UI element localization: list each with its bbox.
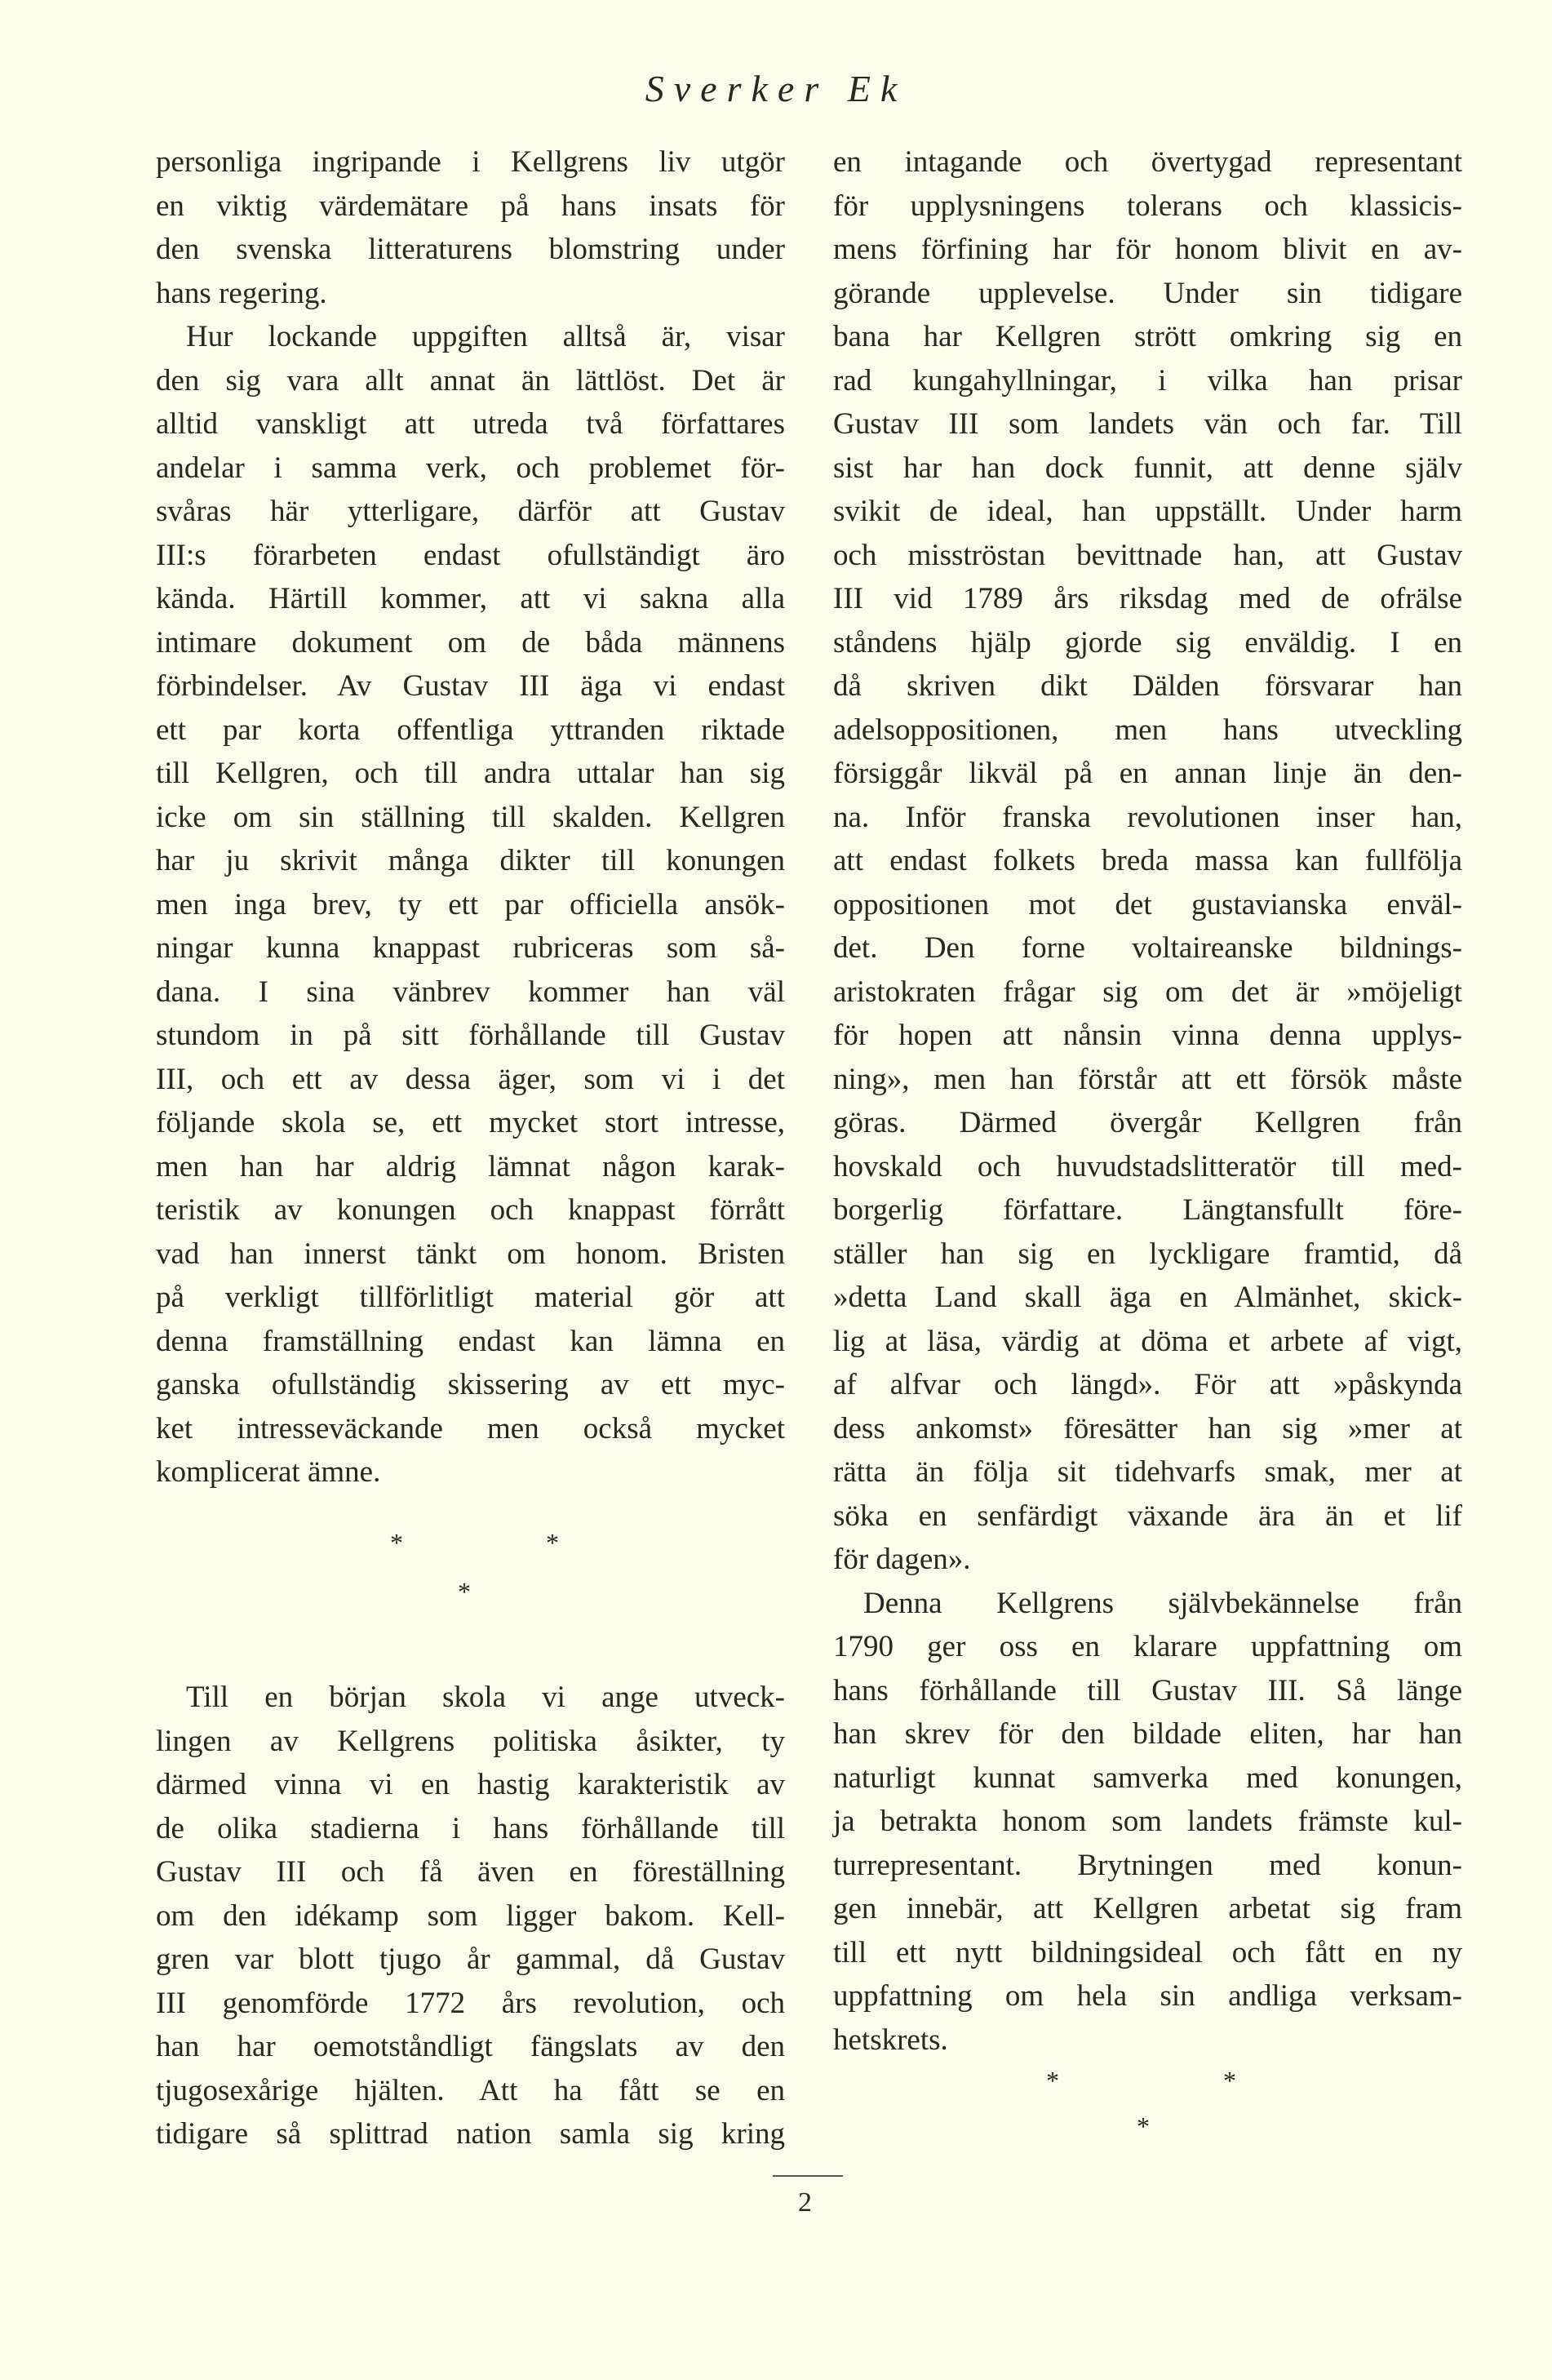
text-line: borgerlig författare. Längtansfullt före- xyxy=(833,1193,1462,1227)
text-line: på verkligt tillförlitligt material gör att xyxy=(156,1281,785,1314)
asterism-star: * xyxy=(1223,2066,1236,2095)
text-line: hans förhållande till Gustav III. Så länge xyxy=(833,1673,1462,1707)
text-line: en intagande och övertygad representant xyxy=(833,145,1462,179)
text-line: till ett nytt bildningsideal och fått en ny xyxy=(833,1935,1462,1969)
asterism-star: * xyxy=(1137,2111,1150,2141)
text-line: III genomförde 1772 års revolution, och xyxy=(156,1986,785,2020)
text-line: »detta Land skall äga en Almänhet, skick- xyxy=(833,1281,1462,1314)
text-line: för hopen att nånsin vinna denna upplys- xyxy=(833,1019,1462,1052)
text-line: då skriven dikt Dälden försvarar han xyxy=(833,669,1462,703)
text-line: Denna Kellgrens självbekännelse från xyxy=(863,1586,1462,1620)
running-header-author: Sverker Ek xyxy=(645,68,907,109)
text-line: gen innebär, att Kellgren arbetat sig fram xyxy=(833,1892,1462,1925)
text-line: III, och ett av dessa äger, som vi i det xyxy=(156,1062,785,1096)
text-line: kända. Härtill kommer, att vi sakna alla xyxy=(156,582,785,615)
text-line: dana. I sina vänbrev kommer han väl xyxy=(156,975,785,1009)
text-line: Till en början skola vi ange utveck- xyxy=(186,1681,785,1714)
text-line: och misströstan bevittnade han, att Gustav xyxy=(833,538,1462,572)
text-line: om den idékamp som ligger bakom. Kell- xyxy=(156,1898,785,1933)
text-line: den sig vara allt annat än lättlöst. Det är xyxy=(156,363,785,397)
paragraph xyxy=(156,140,785,315)
text-line: lingen av Kellgrens politiska åsikter, ty xyxy=(156,1724,785,1758)
text-line: gren var blott tjugo år gammal, då Gustav xyxy=(156,1943,785,1976)
text-line: göras. Därmed övergår Kellgren från xyxy=(833,1106,1462,1139)
paragraph xyxy=(833,1582,1462,2063)
left-column-after-break xyxy=(156,1676,785,2156)
text-line: rätta än följa sit tidehvarfs smak, mer at xyxy=(833,1455,1462,1489)
text-line: ganska ofullständig skissering av ett myc- xyxy=(156,1368,785,1401)
text-line: men han har aldrig lämnat någon karak- xyxy=(156,1149,785,1183)
asterism-star: * xyxy=(546,1528,559,1557)
text-line: rad kungahyllningar, i vilka han prisar xyxy=(833,363,1462,397)
text-line: mens förfining har för honom blivit en av- xyxy=(833,233,1462,266)
text-line: Gustav III som landets vän och far. Till xyxy=(833,407,1462,441)
text-line: han har oemotståndligt fängslats av den xyxy=(156,2030,785,2063)
text-line: svikit de ideal, han uppställt. Under harm xyxy=(833,495,1462,528)
text-line: icke om sin ställning till skalden. Kellgren xyxy=(156,800,785,834)
text-line: aristokraten frågar sig om det är »möjeligt xyxy=(833,975,1462,1009)
text-line: Gustav III och få även en föreställning xyxy=(156,1855,785,1889)
text-line: 1790 ger oss en klarare uppfattning om xyxy=(833,1630,1462,1663)
text-line: för dagen». xyxy=(833,1543,971,1576)
asterism-star: * xyxy=(1046,2066,1059,2095)
text-line: lig at läsa, värdig at döma et arbete af vigt, xyxy=(833,1324,1462,1358)
text-line: intimare dokument om de båda männens xyxy=(156,625,785,659)
text-line: följande skola se, ett mycket stort intresse, xyxy=(156,1106,785,1139)
text-line: sist har han dock funnit, att denne själv xyxy=(833,451,1462,485)
text-line: stundom in på sitt förhållande till Gustav xyxy=(156,1019,785,1052)
text-line: tidigare så splittrad nation samla sig kring xyxy=(156,2117,785,2151)
text-line: na. Inför franska revolutionen inser han, xyxy=(833,800,1462,834)
left-column xyxy=(156,140,785,1494)
text-line: III:s förarbeten endast ofullständigt äro xyxy=(156,538,785,572)
text-line: ningar kunna knappast rubriceras som så- xyxy=(156,931,785,965)
page-number-rule xyxy=(773,2175,843,2177)
text-line: uppfattning om hela sin andliga verksam- xyxy=(833,1979,1462,2013)
text-line: hovskald och huvudstadslitteratör till med- xyxy=(833,1149,1462,1183)
asterism-star: * xyxy=(458,1577,471,1606)
text-line: Hur lockande uppgiften alltså är, visar xyxy=(186,320,785,353)
paragraph xyxy=(156,1676,785,2156)
text-line: hetskrets. xyxy=(833,2023,948,2057)
paragraph xyxy=(833,140,1462,1582)
text-line: adelsoppositionen, men hans utveckling xyxy=(833,713,1462,747)
text-line: ståndens hjälp gjorde sig enväldig. I en xyxy=(833,625,1462,659)
text-line: alltid vanskligt att utreda två författares xyxy=(156,407,785,441)
text-line: den svenska litteraturens blomstring under xyxy=(156,233,785,266)
right-column xyxy=(833,140,1462,2062)
text-line: af alfvar och längd». För att »påskynda xyxy=(833,1368,1462,1401)
text-line: görande upplevelse. Under sin tidigare xyxy=(833,276,1462,310)
text-line: han skrev för den bildade eliten, har han xyxy=(833,1717,1462,1751)
text-line: svåras här ytterligare, därför att Gustav xyxy=(156,495,785,528)
text-line: andelar i samma verk, och problemet för- xyxy=(156,451,785,485)
text-line: naturligt kunnat samverka med konungen, xyxy=(833,1761,1462,1795)
text-line: därmed vinna vi en hastig karakteristik av xyxy=(156,1768,785,1801)
text-line: det. Den forne voltaireanske bildnings- xyxy=(833,931,1462,965)
page-number: 2 xyxy=(798,2187,812,2218)
text-line: en viktig värdemätare på hans insats för xyxy=(156,189,785,223)
text-line: att endast folkets breda massa kan fullfölja xyxy=(833,844,1462,877)
text-line: teristik av konungen och knappast förrått xyxy=(156,1193,785,1227)
paragraph xyxy=(156,315,785,1494)
text-line: har ju skrivit många dikter till konungen xyxy=(156,844,785,877)
text-line: turrepresentant. Brytningen med konun- xyxy=(833,1848,1462,1882)
text-line: denna framställning endast kan lämna en xyxy=(156,1324,785,1358)
text-line: ja betrakta honom som landets främste kul- xyxy=(833,1805,1462,1838)
text-line: tjugosexårige hjälten. Att ha fått se en xyxy=(156,2073,785,2107)
text-line: oppositionen mot det gustavianska enväl- xyxy=(833,887,1462,921)
text-line: ett par korta offentliga yttranden riktade xyxy=(156,713,785,747)
text-line: hans regering. xyxy=(156,276,327,310)
text-line: komplicerat ämne. xyxy=(156,1455,381,1489)
text-line: dess ankomst» föresätter han sig »mer at xyxy=(833,1411,1462,1445)
text-line: ställer han sig en lyckligare framtid, då xyxy=(833,1237,1462,1271)
text-line: de olika stadierna i hans förhållande till xyxy=(156,1811,785,1845)
text-line: för upplysningens tolerans och klassicis- xyxy=(833,189,1462,223)
text-line: ket intresseväckande men också mycket xyxy=(156,1411,785,1445)
text-line: till Kellgren, och till andra uttalar han sig xyxy=(156,757,785,790)
asterism-star: * xyxy=(390,1528,403,1557)
text-line: bana har Kellgren strött omkring sig en xyxy=(833,320,1462,353)
text-line: men inga brev, ty ett par officiella ansök- xyxy=(156,887,785,921)
text-line: personliga ingripande i Kellgrens liv utgör xyxy=(156,145,785,179)
text-line: ning», men han förstår att ett försök måste xyxy=(833,1062,1462,1096)
text-line: söka en senfärdigt växande ära än et lif xyxy=(833,1499,1462,1533)
text-line: försiggår likväl på en annan linje än den- xyxy=(833,757,1462,790)
text-line: III vid 1789 års riksdag med de ofrälse xyxy=(833,582,1462,615)
text-line: förbindelser. Av Gustav III äga vi endast xyxy=(156,669,785,703)
text-line: vad han innerst tänkt om honom. Bristen xyxy=(156,1237,785,1271)
